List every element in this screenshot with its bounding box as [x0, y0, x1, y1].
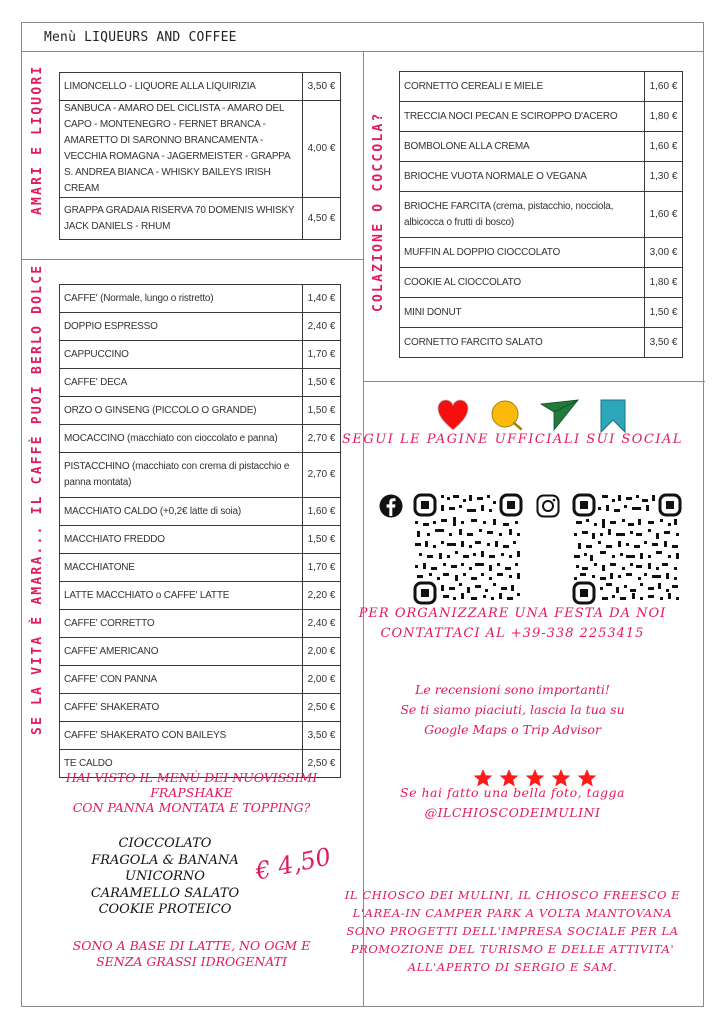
section-divider-right	[363, 381, 705, 382]
item-name: ORZO O GINSENG (PICCOLO O GRANDE)	[60, 397, 303, 425]
item-price: 1,80 €	[645, 268, 683, 298]
item-name: CAFFE' SHAKERATO CON BAILEYS	[60, 722, 303, 750]
item-price: 3,50 €	[645, 328, 683, 358]
item-price: 1,30 €	[645, 162, 683, 192]
frapshake-title	[21, 770, 362, 815]
table-row	[60, 425, 341, 453]
item-name: MINI DONUT	[400, 298, 645, 328]
item-name: BRIOCHE FARCITA (crema, pistacchio, nocciola, albicocca o frutti di bosco)	[400, 192, 645, 238]
flavor-item: CARAMELLO SALATO	[90, 885, 240, 901]
table-row	[60, 666, 341, 694]
reviews-line: Le recensioni sono importanti!	[415, 682, 610, 697]
table-row	[60, 498, 341, 526]
item-price: 1,50 €	[645, 298, 683, 328]
party-contact	[342, 604, 683, 644]
item-price: 2,70 €	[303, 425, 341, 453]
item-name: TE CALDO	[60, 750, 303, 778]
table-row	[60, 369, 341, 397]
table-row	[60, 313, 341, 341]
flavor-item: UNICORNO	[125, 869, 205, 884]
item-name: DOPPIO ESPRESSO	[60, 313, 303, 341]
about-line: PROMOZIONE DEL TURISMO E DELLE ATTIVITA'	[350, 942, 675, 956]
facebook-qr-code[interactable]	[413, 493, 523, 605]
caffe-table	[59, 284, 341, 778]
table-row	[60, 198, 341, 240]
table-row	[60, 397, 341, 425]
table-row	[400, 102, 683, 132]
item-price: 4,50 €	[303, 198, 341, 240]
column-divider	[363, 52, 364, 1007]
item-price: 1,70 €	[303, 341, 341, 369]
item-name: GRAPPA GRADAIA RISERVA 70 DOMENIS WHISKY JACK DANIELS - RHUM	[60, 198, 303, 240]
social-icons-row	[412, 398, 642, 434]
table-row	[60, 101, 341, 198]
about-line: ALL'APERTO DI SERGIO E SAM.	[407, 960, 618, 974]
table-row	[400, 328, 683, 358]
item-price: 2,00 €	[303, 666, 341, 694]
facebook-icon[interactable]	[379, 494, 403, 518]
item-price: 1,50 €	[303, 526, 341, 554]
about-text	[342, 886, 683, 976]
item-price: 1,70 €	[303, 554, 341, 582]
party-line: PER ORGANIZZARE UNA FESTA DA NOI	[358, 606, 667, 621]
item-name: CAFFE' DECA	[60, 369, 303, 397]
item-price: 1,50 €	[303, 369, 341, 397]
table-row	[60, 638, 341, 666]
table-row	[60, 73, 341, 101]
table-row	[60, 285, 341, 313]
item-price: 2,40 €	[303, 313, 341, 341]
header	[22, 23, 703, 52]
heart-icon	[437, 398, 469, 432]
item-price: 3,50 €	[303, 73, 341, 101]
item-name: CAFFE' CON PANNA	[60, 666, 303, 694]
item-price: 1,60 €	[645, 72, 683, 102]
table-row	[400, 132, 683, 162]
item-name: CAFFE' AMERICANO	[60, 638, 303, 666]
frapshake-price: € 4,50	[252, 842, 334, 886]
comment-icon	[490, 398, 524, 434]
frapshake-title-line: FRAPSHAKE	[150, 785, 233, 800]
item-name: LATTE MACCHIATO o CAFFE' LATTE	[60, 582, 303, 610]
section-label-caffe: SE LA VITA È AMARA... IL CAFFÈ PUOI BERLO DOLCE	[30, 263, 45, 735]
frapshake-title-line: HAI VISTO IL MENÙ DEI NUOVISSIMI	[65, 770, 318, 785]
social-title: SEGUI LE PAGINE UFFICIALI SUI SOCIAL	[342, 432, 684, 447]
item-name: MACCHIATO CALDO (+0,2€ latte di soia)	[60, 498, 303, 526]
frapshake-note	[21, 938, 362, 970]
item-name: MUFFIN AL DOPPIO CIOCCOLATO	[400, 238, 645, 268]
flavor-item: COOKIE PROTEICO	[98, 902, 232, 917]
item-name: LIMONCELLO - LIQUORE ALLA LIQUIRIZIA	[60, 73, 303, 101]
item-name: CAFFE' CORRETTO	[60, 610, 303, 638]
item-price: 2,70 €	[303, 453, 341, 498]
item-price: 2,00 €	[303, 638, 341, 666]
item-price: 3,50 €	[303, 722, 341, 750]
item-name: COOKIE AL CIOCCOLATO	[400, 268, 645, 298]
reviews-text	[342, 680, 683, 740]
item-price: 1,60 €	[645, 132, 683, 162]
table-row	[400, 162, 683, 192]
item-price: 1,80 €	[645, 102, 683, 132]
colazione-table	[399, 71, 683, 358]
table-row	[400, 298, 683, 328]
frapshake-note-line: SONO A BASE DI LATTE, NO OGM E	[72, 938, 311, 953]
item-name: CORNETTO CEREALI E MIELE	[400, 72, 645, 102]
table-row	[400, 238, 683, 268]
reviews-line: Se ti siamo piaciuti, lascia la tua su	[400, 702, 625, 717]
table-row	[400, 192, 683, 238]
table-row	[60, 722, 341, 750]
section-label-colazione: COLAZIONE O COCCOLA?	[371, 111, 386, 312]
item-price: 3,00 €	[645, 238, 683, 268]
item-name: MOCACCINO (macchiato con cioccolato e panna)	[60, 425, 303, 453]
item-name: BRIOCHE VUOTA NORMALE O VEGANA	[400, 162, 645, 192]
reviews-line: Google Maps o Trip Advisor	[424, 722, 601, 737]
about-line: SONO PROGETTI DELL'IMPRESA SOCIALE PER LA	[346, 924, 679, 938]
table-row	[60, 694, 341, 722]
table-row	[400, 72, 683, 102]
item-name: CORNETTO FARCITO SALATO	[400, 328, 645, 358]
instagram-icon[interactable]	[536, 494, 560, 518]
item-price: 2,40 €	[303, 610, 341, 638]
table-row	[60, 526, 341, 554]
frapshake-flavors	[80, 836, 250, 919]
about-line: IL CHIOSCO DEI MULINI, IL CHIOSCO FREESCO E	[344, 888, 681, 902]
table-row	[60, 453, 341, 498]
photo-tag-text	[342, 783, 683, 823]
bookmark-icon	[599, 398, 627, 434]
item-name: CAFFE' SHAKERATO	[60, 694, 303, 722]
frapshake-title-line: CON PANNA MONTATA E TOPPING?	[72, 800, 311, 815]
page-title: Menù LIQUEURS AND COFFEE	[44, 30, 237, 45]
photo-line: Se hai fatto una bella foto, tagga	[400, 785, 625, 800]
flavor-item: FRAGOLA & BANANA	[91, 852, 239, 868]
share-icon	[540, 398, 580, 432]
item-name: CAFFE' (Normale, lungo o ristretto)	[60, 285, 303, 313]
item-price: 1,40 €	[303, 285, 341, 313]
item-name: PISTACCHINO (macchiato con crema di pistacchio e panna montata)	[60, 453, 303, 498]
table-row	[60, 341, 341, 369]
flavor-item: CIOCCOLATO	[118, 836, 212, 851]
item-name: BOMBOLONE ALLA CREMA	[400, 132, 645, 162]
frapshake-note-line: SENZA GRASSI IDROGENATI	[96, 954, 287, 969]
item-price: 2,50 €	[303, 750, 341, 778]
table-row	[60, 610, 341, 638]
item-price: 1,50 €	[303, 397, 341, 425]
item-name: CAPPUCCINO	[60, 341, 303, 369]
party-phone: CONTATTACI AL +39-338 2253415	[380, 626, 645, 641]
section-label-amari: AMARI E LIQUORI	[30, 64, 45, 215]
item-price: 2,50 €	[303, 694, 341, 722]
item-price: 4,00 €	[303, 101, 341, 198]
item-name: MACCHIATO FREDDO	[60, 526, 303, 554]
table-row	[60, 582, 341, 610]
item-price: 2,20 €	[303, 582, 341, 610]
section-divider-left	[22, 259, 363, 260]
table-row	[400, 268, 683, 298]
about-line: L'AREA-IN CAMPER PARK A VOLTA MANTOVANA	[352, 906, 673, 920]
item-price: 1,60 €	[645, 192, 683, 238]
table-row	[60, 554, 341, 582]
item-name: SANBUCA - AMARO DEL CICLISTA - AMARO DEL CAPO - MONTENEGRO - FERNET BRANCA - AMARETTO DI SARONNO BRANCAMENTA - VECCHIA ROMAGNA - JAGERMEISTER - GRAPPA S. ANDREA BIANCA - WHISKY BAILEYS IRISH CREAM	[60, 101, 303, 198]
instagram-qr-code[interactable]	[572, 493, 682, 605]
item-name: TRECCIA NOCI PECAN E SCIROPPO D'ACERO	[400, 102, 645, 132]
amari-table	[59, 72, 341, 240]
instagram-handle: @ILCHIOSCODEIMULINI	[424, 805, 601, 820]
item-name: MACCHIATONE	[60, 554, 303, 582]
item-price: 1,60 €	[303, 498, 341, 526]
